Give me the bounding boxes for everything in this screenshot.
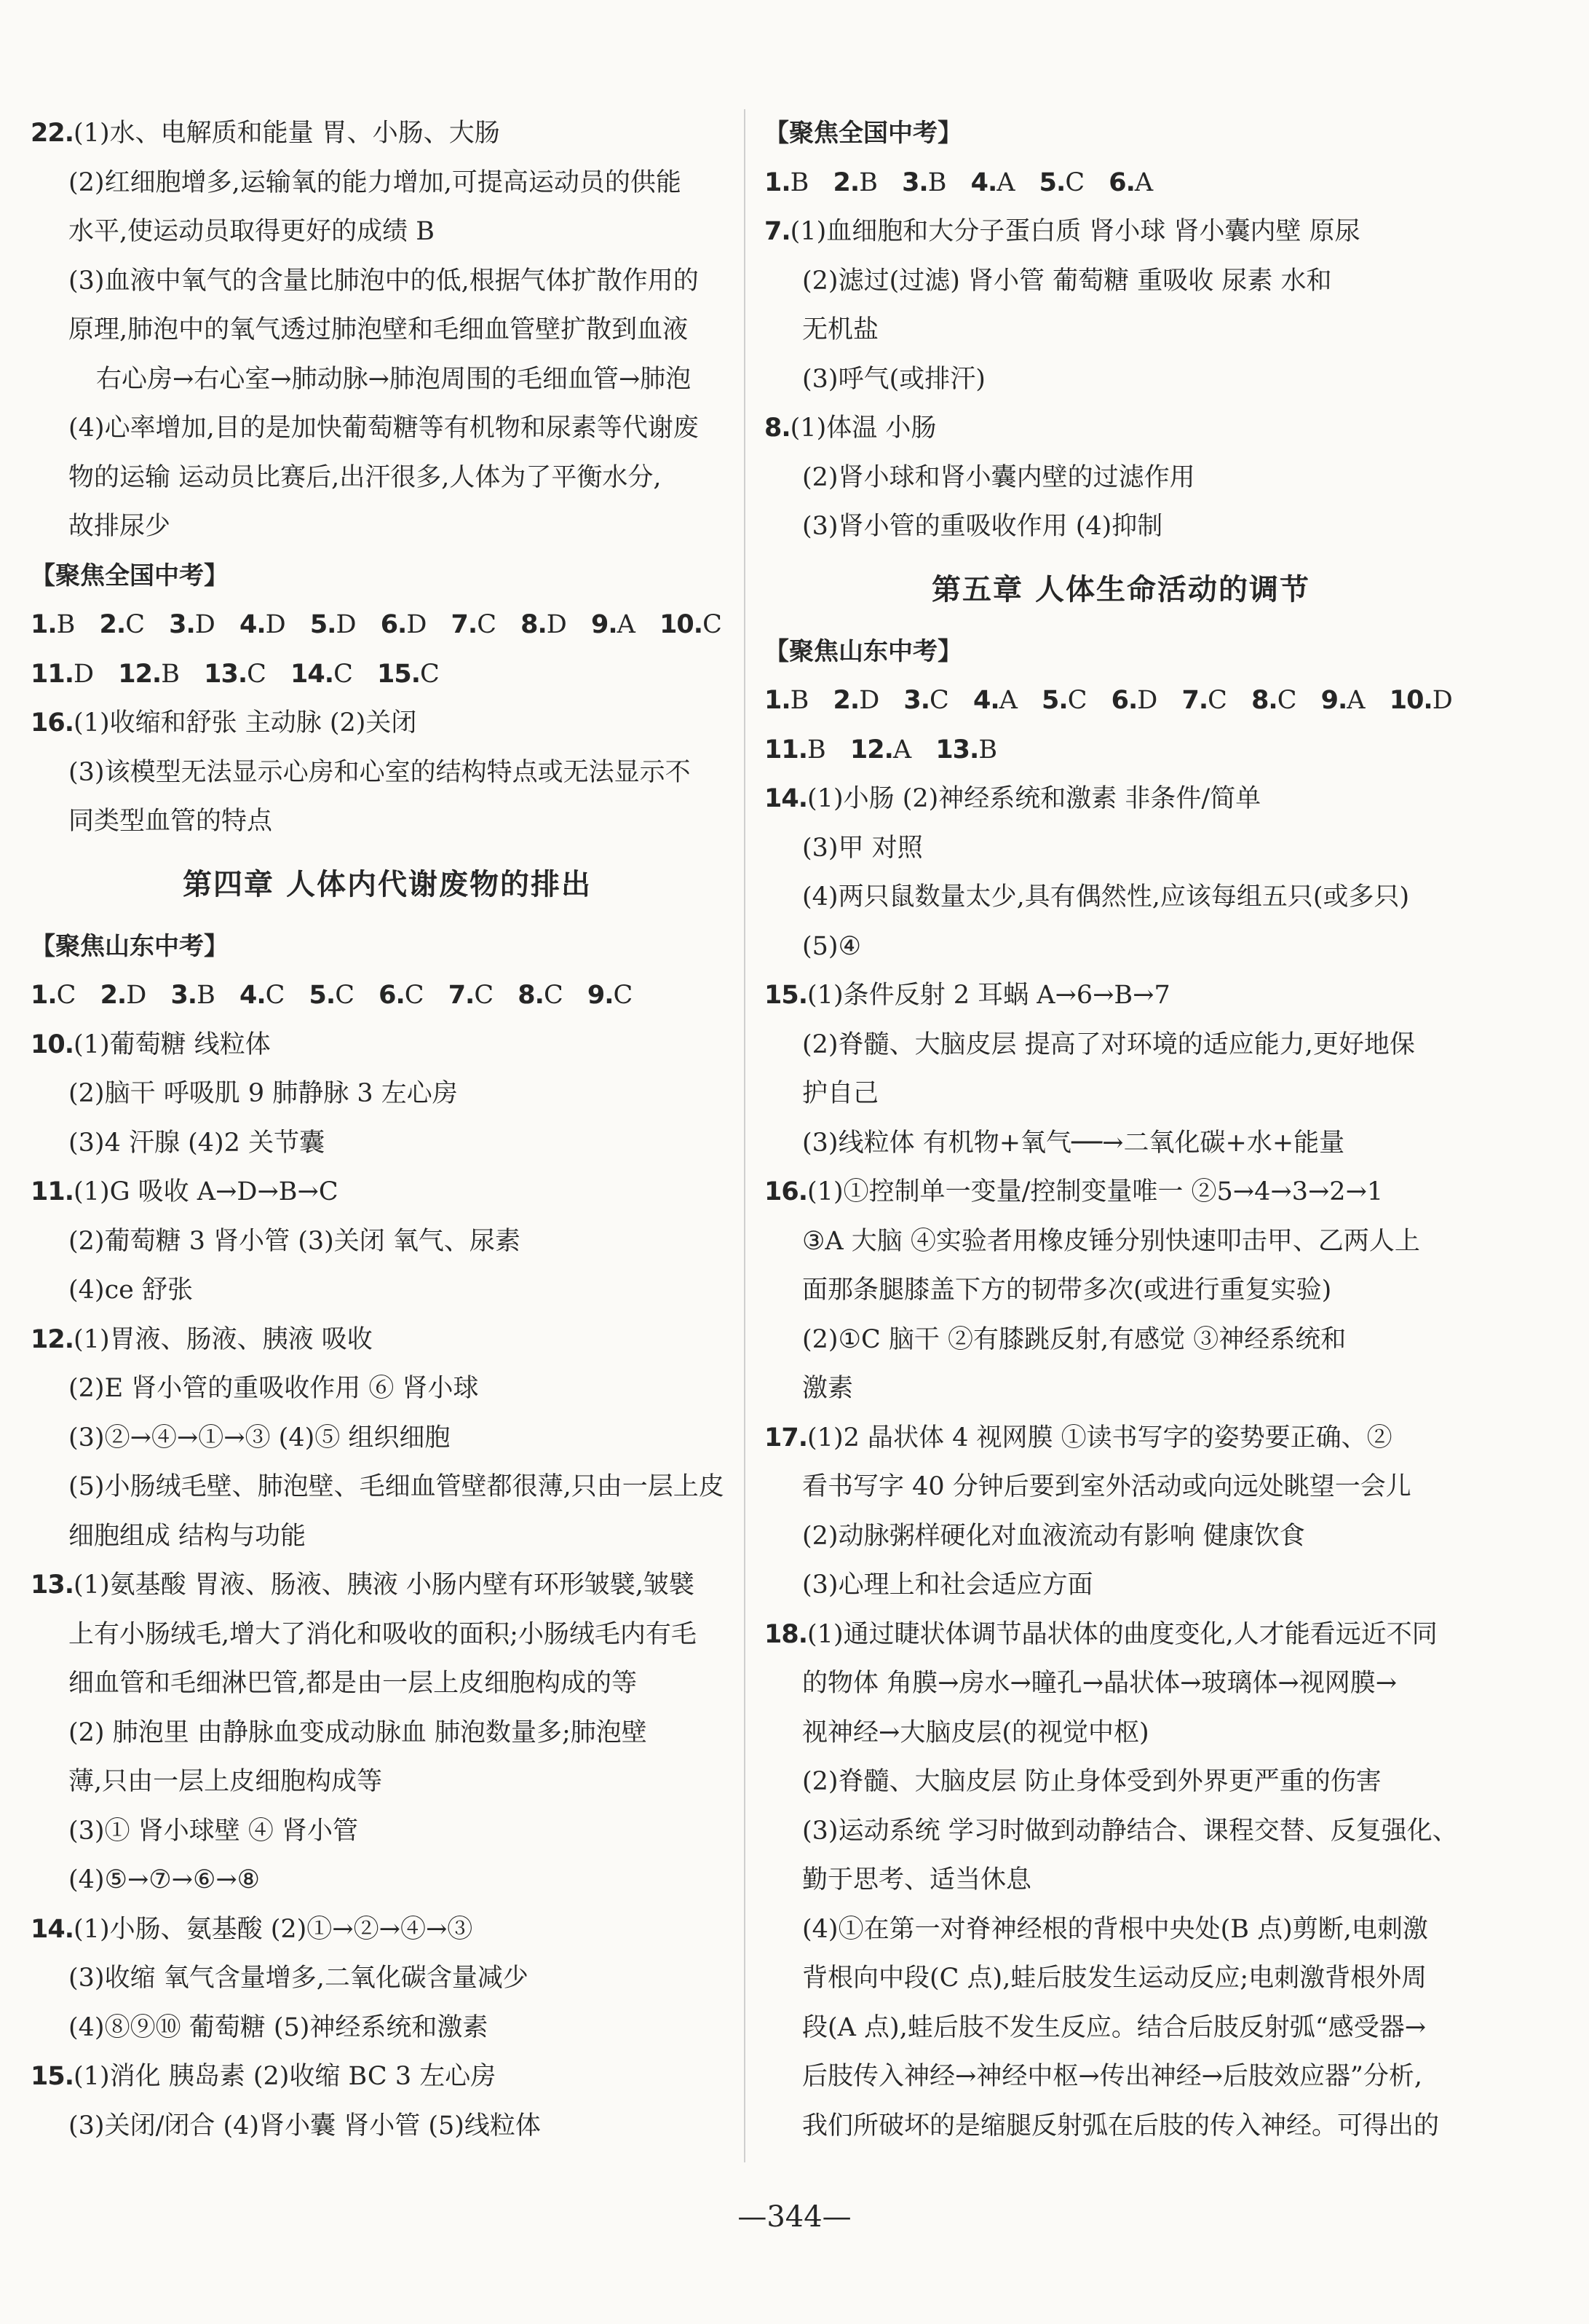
mc-option: D	[265, 610, 286, 639]
answer-line: (4)心率增加,目的是加快葡萄糖等有机物和尿素等代谢废	[68, 414, 699, 443]
mc-number: 6.	[1111, 686, 1138, 715]
mc-number: 7.	[451, 610, 478, 639]
mc-option: C	[125, 610, 145, 639]
mc-option: C	[333, 659, 353, 689]
answer-line: (2)滤过(过滤) 肾小管 葡萄糖 重吸收 尿素 水和	[802, 266, 1332, 296]
question-11	[31, 1168, 744, 1316]
mc-number: 13.	[935, 735, 979, 764]
answer-line: 的物体 角膜→房水→瞳孔→晶状体→玻璃体→视网膜→	[802, 1669, 1398, 1698]
answer-line: (2)脑干 呼吸肌 9 肺静脉 3 左心房	[68, 1079, 458, 1108]
mc-number: 9.	[587, 981, 614, 1010]
mc-option: C	[1067, 686, 1087, 715]
question-number: 15.	[31, 2062, 74, 2091]
mc-number: 4.	[239, 981, 266, 1010]
answer-line: 原理,肺泡中的氧气透过肺泡壁和毛细血管壁扩散到血液	[68, 315, 689, 344]
question-16-ch5	[764, 1168, 1478, 1414]
answer-line: (2)脊髓、大脑皮层 提高了对环境的适应能力,更好地保	[802, 1029, 1415, 1059]
mc-option: B	[790, 167, 809, 197]
mc-number: 13.	[204, 659, 247, 689]
mc-option: C	[420, 659, 440, 689]
mc-number: 8.	[518, 981, 544, 1010]
mc-number: 8.	[1251, 686, 1277, 715]
answer-line: (5)小肠绒毛壁、肺泡壁、毛细血管壁都很薄,只由一层上皮	[68, 1472, 724, 1501]
mc-option: D	[194, 610, 215, 639]
question-15-ch5	[764, 971, 1478, 1168]
answer-line: 细血管和毛细淋巴管,都是由一层上皮细胞构成的等	[68, 1669, 638, 1698]
answer-line: (1)收缩和舒张 主动脉 (2)关闭	[74, 708, 417, 738]
mc-number: 7.	[1181, 686, 1208, 715]
mc-number: 3.	[169, 610, 195, 639]
mc-option: D	[406, 610, 427, 639]
question-17-ch5	[764, 1414, 1478, 1610]
question-15	[31, 2052, 744, 2151]
answer-line: (3)该模型无法显示心房和心室的结构特点或无法显示不	[68, 757, 691, 787]
section-header: 【聚焦全国中考】	[764, 119, 962, 148]
answer-line: 看书写字 40 分钟后要到室外活动或向远处眺望一会儿	[802, 1472, 1411, 1501]
question-13	[31, 1561, 744, 1905]
question-number: 8.	[764, 414, 790, 443]
mc-option: C	[56, 981, 76, 1010]
mc-option: C	[247, 659, 266, 689]
mc-number: 2.	[100, 981, 127, 1010]
answer-line: 段(A 点),蛙后肢不发生反应。结合后肢反射弧“感受器→	[802, 2012, 1427, 2042]
answer-line: 勤于思考、适当休息	[802, 1865, 1032, 1894]
mc-number: 9.	[1320, 686, 1347, 715]
mc-option: B	[197, 981, 215, 1010]
mc-option: A	[1347, 686, 1366, 715]
question-22	[31, 109, 744, 552]
answer-line: 细胞组成 结构与功能	[68, 1521, 306, 1551]
answer-line: 故排尿少	[68, 512, 171, 541]
answer-line: (2)肾小球和肾小囊内壁的过滤作用	[802, 462, 1195, 492]
mc-option: A	[617, 610, 635, 639]
mc-answers-row	[31, 601, 744, 650]
answer-line: 护自己	[802, 1079, 879, 1108]
answer-line: (1)2 晶状体 4 视网膜 ①读书写字的姿势要正确、②	[807, 1423, 1392, 1452]
answer-line: (1)胃液、肠液、胰液 吸收	[74, 1324, 373, 1354]
mc-option: C	[265, 981, 285, 1010]
mc-option: C	[404, 981, 424, 1010]
answer-line: (1)葡萄糖 线粒体	[74, 1029, 271, 1059]
chapter-title: 第五章 人体生命活动的调节	[932, 572, 1310, 606]
mc-option: B	[161, 659, 180, 689]
answer-line: 视神经→大脑皮层(的视觉中枢)	[802, 1718, 1149, 1747]
mc-option: C	[335, 981, 354, 1010]
answer-line: (4)两只鼠数量太少,具有偶然性,应该每组五只(或多只)	[802, 882, 1410, 912]
question-number: 12.	[31, 1324, 74, 1354]
answer-line: (1)小肠、氨基酸 (2)①→②→④→③	[74, 1914, 473, 1944]
mc-option: A	[996, 167, 1015, 197]
mc-number: 3.	[903, 686, 930, 715]
mc-option: C	[474, 981, 494, 1010]
mc-number: 3.	[902, 167, 928, 197]
section-header: 【聚焦山东中考】	[31, 931, 229, 961]
question-number: 14.	[764, 784, 808, 813]
question-8	[764, 404, 1478, 552]
answer-line: (1)消化 胰岛素 (2)收缩 BC 3 左心房	[74, 2062, 496, 2091]
answer-line: 同类型血管的特点	[68, 807, 273, 836]
mc-option: C	[613, 981, 633, 1010]
mc-number: 3.	[170, 981, 197, 1010]
mc-option: B	[790, 686, 809, 715]
mc-option: B	[859, 167, 878, 197]
column-divider	[744, 109, 745, 2162]
mc-number: 9.	[590, 610, 617, 639]
mc-option: C	[543, 981, 563, 1010]
question-10	[31, 1021, 744, 1169]
mc-option: C	[930, 686, 949, 715]
answer-line: (2)①C 脑干 ②有膝跳反射,有感觉 ③神经系统和	[802, 1324, 1347, 1354]
answer-line: (3)关闭/闭合 (4)肾小囊 肾小管 (5)线粒体	[68, 2111, 541, 2141]
question-number: 17.	[764, 1423, 808, 1452]
mc-option: C	[1277, 686, 1297, 715]
question-number: 7.	[764, 217, 790, 246]
answer-line: (3)肾小管的重吸收作用 (4)抑制	[802, 512, 1163, 541]
mc-number: 12.	[118, 659, 162, 689]
mc-number: 6.	[1109, 167, 1135, 197]
question-16	[31, 699, 744, 847]
mc-answers-row	[31, 971, 744, 1021]
answer-line: (3)线粒体 有机物+氧气──→二氧化碳+水+能量	[802, 1128, 1345, 1158]
answer-line: (3)心理上和社会适应方面	[802, 1570, 1093, 1600]
mc-option: A	[999, 686, 1018, 715]
question-number: 10.	[31, 1029, 74, 1059]
mc-option: A	[1134, 167, 1154, 197]
mc-number: 5.	[1042, 686, 1068, 715]
answer-line: (1)水、电解质和能量 胃、小肠、大肠	[74, 119, 500, 148]
answer-line: (4)ce 舒张	[68, 1276, 194, 1305]
mc-option: C	[1208, 686, 1227, 715]
mc-option: D	[336, 610, 357, 639]
mc-answers-row	[764, 159, 1478, 208]
mc-number: 5.	[309, 610, 336, 639]
answer-line: (1)①控制单一变量/控制变量唯一 ②5→4→3→2→1	[807, 1177, 1384, 1206]
page-number: —344—	[737, 2200, 852, 2234]
question-14	[31, 1905, 744, 2053]
answer-line: 面那条腿膝盖下方的韧带多次(或进行重复实验)	[802, 1276, 1332, 1305]
answer-line: 我们所破坏的是缩腿反射弧在后肢的传入神经。可得出的	[802, 2111, 1440, 2141]
answer-line: (2)脊髓、大脑皮层 防止身体受到外界更严重的伤害	[802, 1767, 1382, 1796]
mc-option: A	[892, 735, 912, 764]
left-column	[31, 109, 744, 2151]
mc-number: 2.	[99, 610, 126, 639]
mc-number: 10.	[659, 610, 703, 639]
section-header: 【聚焦山东中考】	[764, 636, 962, 666]
right-column	[764, 109, 1478, 2151]
answer-line: 背根向中段(C 点),蛙后肢发生运动反应;电刺激背根外周	[802, 1964, 1427, 1993]
answer-line: (3)4 汗腺 (4)2 关节囊	[68, 1128, 325, 1158]
mc-number: 4.	[972, 686, 999, 715]
mc-number: 11.	[31, 659, 74, 689]
answer-line: (2) 肺泡里 由静脉血变成动脉血 肺泡数量多;肺泡壁	[68, 1718, 647, 1747]
answer-line: (1)通过睫状体调节晶状体的曲度变化,人才能看远近不同	[807, 1619, 1438, 1649]
mc-answers-row	[31, 650, 744, 700]
mc-option: B	[807, 735, 826, 764]
answer-line: (2)动脉粥样硬化对血液流动有影响 健康饮食	[802, 1521, 1305, 1551]
answer-line: (2)葡萄糖 3 肾小管 (3)关闭 氧气、尿素	[68, 1226, 520, 1256]
mc-number: 5.	[1039, 167, 1066, 197]
question-number: 11.	[31, 1177, 74, 1206]
answer-line: (3)呼气(或排汗)	[802, 364, 986, 394]
answer-line: 右心房→右心室→肺动脉→肺泡周围的毛细血管→肺泡	[96, 364, 692, 394]
mc-option: C	[702, 610, 722, 639]
answer-line: (3)运动系统 学习时做到动静结合、课程交替、反复强化、	[802, 1816, 1458, 1846]
answer-line: (4)⑤→⑦→⑥→⑧	[68, 1865, 261, 1894]
mc-number: 6.	[379, 981, 405, 1010]
mc-number: 1.	[31, 610, 57, 639]
mc-number: 2.	[833, 167, 860, 197]
answer-line: (4)⑧⑨⑩ 葡萄糖 (5)神经系统和激素	[68, 2012, 488, 2042]
mc-number: 10.	[1389, 686, 1433, 715]
answer-line: (1)体温 小肠	[790, 414, 937, 443]
answer-line: (3)②→④→①→③ (4)⑤ 组织细胞	[68, 1423, 451, 1452]
answer-line: (1)血细胞和大分子蛋白质 肾小球 肾小囊内壁 原尿	[790, 217, 1360, 246]
mc-option: B	[927, 167, 947, 197]
question-number: 15.	[764, 981, 808, 1010]
mc-option: D	[1137, 686, 1158, 715]
answer-line: (1)G 吸收 A→D→B→C	[74, 1177, 338, 1206]
mc-number: 14.	[290, 659, 334, 689]
mc-number: 15.	[376, 659, 420, 689]
question-number: 22.	[31, 119, 74, 148]
mc-number: 7.	[448, 981, 475, 1010]
mc-number: 12.	[849, 735, 893, 764]
mc-option: C	[477, 610, 496, 639]
answer-line: (3)血液中氧气的含量比肺泡中的低,根据气体扩散作用的	[68, 266, 699, 296]
question-number: 14.	[31, 1914, 74, 1944]
answer-line: (3)① 肾小球壁 ④ 肾小管	[68, 1816, 358, 1846]
question-14-ch5	[764, 775, 1478, 971]
answer-line: (3)收缩 氧气含量增多,二氧化碳含量减少	[68, 1964, 528, 1993]
mc-number: 1.	[31, 981, 57, 1010]
mc-number: 1.	[764, 686, 790, 715]
answer-line: (1)氨基酸 胃液、肠液、胰液 小肠内壁有环形皱襞,皱襞	[74, 1570, 694, 1600]
mc-option: B	[56, 610, 76, 639]
question-12	[31, 1316, 744, 1562]
answer-line: 水平,使运动员取得更好的成绩 B	[68, 217, 435, 246]
mc-number: 5.	[309, 981, 336, 1010]
mc-option: D	[546, 610, 567, 639]
mc-answers-row	[764, 676, 1478, 726]
answer-line: (2)红细胞增多,运输氧的能力增加,可提高运动员的供能	[68, 167, 681, 197]
mc-number: 4.	[970, 167, 997, 197]
question-number: 13.	[31, 1570, 74, 1600]
answer-line: 薄,只由一层上皮细胞构成等	[68, 1767, 383, 1796]
mc-option: D	[859, 686, 880, 715]
mc-option: D	[1432, 686, 1453, 715]
question-number: 16.	[31, 708, 74, 738]
mc-number: 4.	[239, 610, 266, 639]
answer-line: 无机盐	[802, 315, 879, 344]
answer-line: 激素	[802, 1374, 854, 1403]
mc-option: C	[1065, 167, 1085, 197]
question-18-ch5	[764, 1610, 1478, 2151]
answer-line: (3)甲 对照	[802, 833, 923, 863]
mc-number: 8.	[520, 610, 547, 639]
answer-line: 物的运输 运动员比赛后,出汗很多,人体为了平衡水分,	[68, 462, 662, 492]
mc-number: 11.	[764, 735, 808, 764]
answer-line: ③A 大脑 ④实验者用橡皮锤分别快速叩击甲、乙两人上	[802, 1226, 1420, 1256]
question-number: 16.	[764, 1177, 808, 1206]
answer-line: (2)E 肾小管的重吸收作用 ⑥ 肾小球	[68, 1374, 479, 1403]
mc-number: 6.	[380, 610, 407, 639]
question-7	[764, 208, 1478, 404]
mc-option: D	[126, 981, 147, 1010]
answer-line: (5)④	[802, 931, 861, 961]
answer-line: (1)小肠 (2)神经系统和激素 非条件/简单	[807, 784, 1261, 813]
answer-line: 上有小肠绒毛,增大了消化和吸收的面积;小肠绒毛内有毛	[68, 1619, 697, 1649]
answer-line: 后肢传入神经→神经中枢→传出神经→后肢效应器”分析,	[802, 2062, 1422, 2091]
section-header: 【聚焦全国中考】	[31, 561, 229, 590]
answer-line: (4)①在第一对脊神经根的背根中央处(B 点)剪断,电刺激	[802, 1914, 1428, 1944]
answer-line: (1)条件反射 2 耳蜗 A→6→B→7	[807, 981, 1170, 1010]
mc-option: D	[74, 659, 95, 689]
mc-number: 1.	[764, 167, 790, 197]
mc-answers-row	[764, 726, 1478, 775]
mc-option: B	[978, 735, 998, 764]
mc-number: 2.	[833, 686, 860, 715]
chapter-title: 第四章 人体内代谢废物的排出	[183, 867, 592, 901]
question-number: 18.	[764, 1619, 808, 1649]
